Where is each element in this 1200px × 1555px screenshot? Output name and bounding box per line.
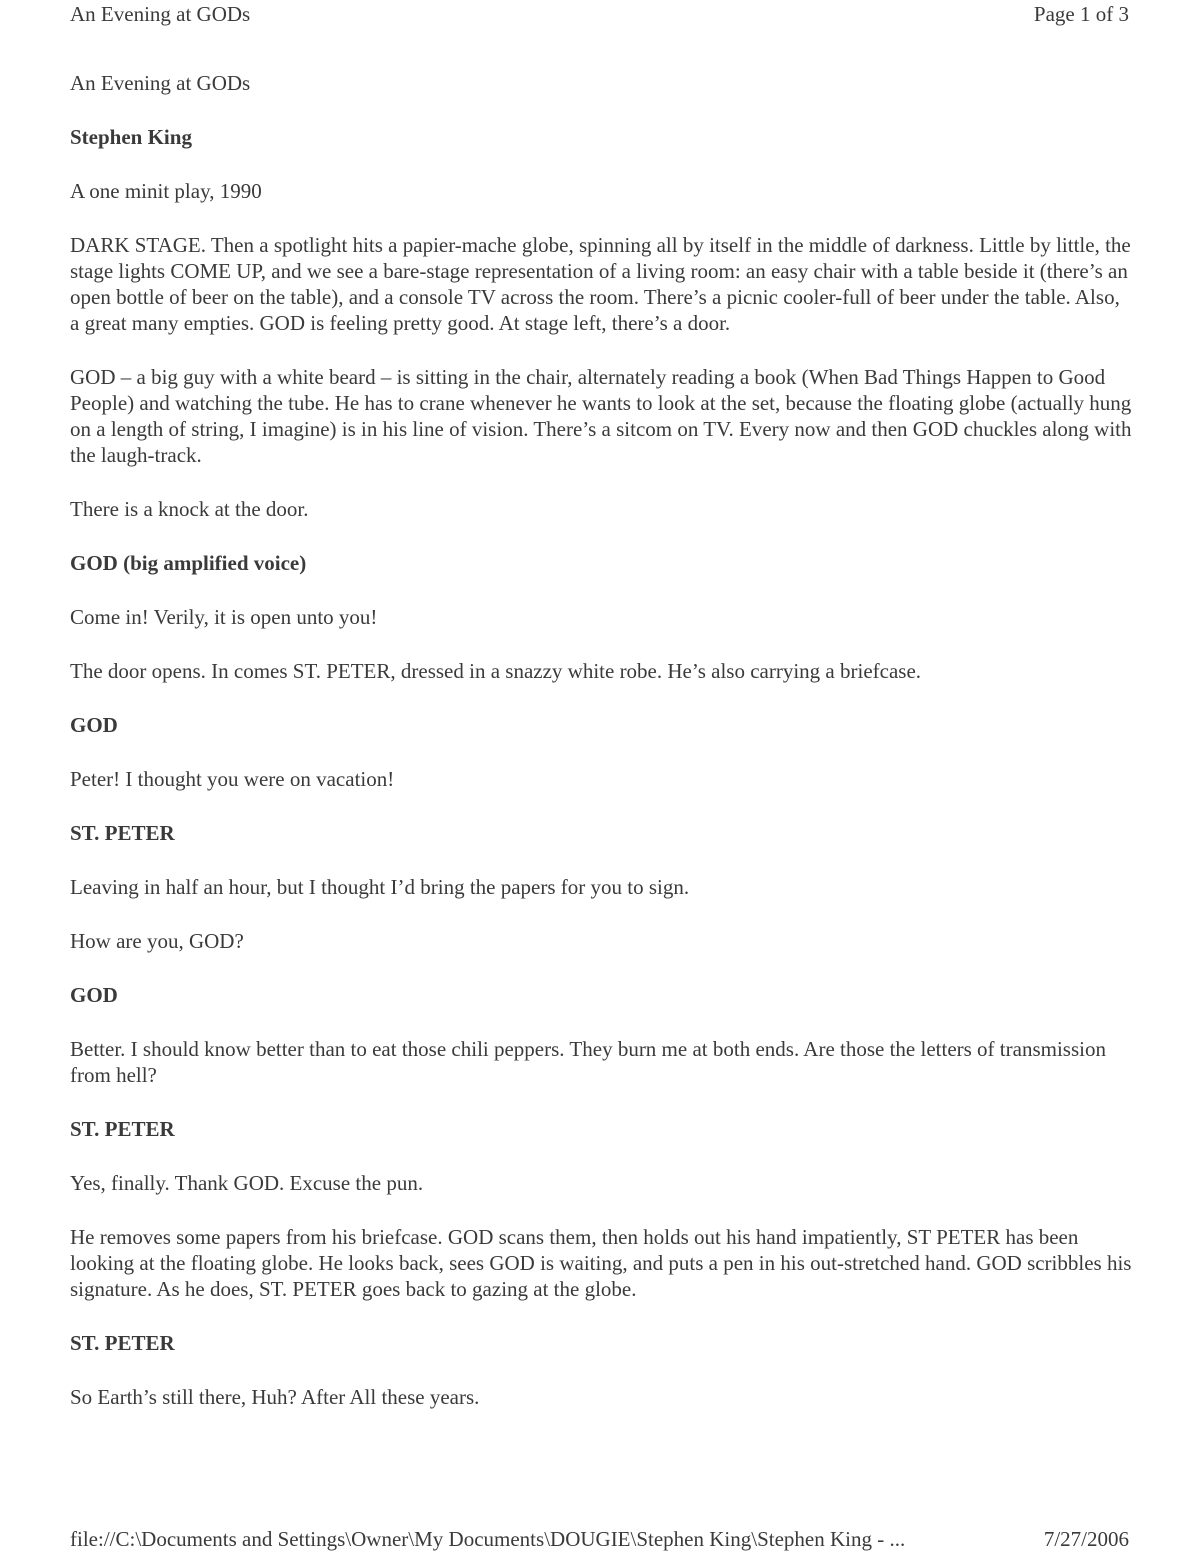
dialogue-line: Better. I should know better than to eat those chili peppers. They burn me at both ends. Are those the letters of transmission from hell? [70, 1037, 1106, 1087]
page-header [70, 0, 1129, 30]
stage-direction: He removes some papers from his briefcase. GOD scans them, then holds out his hand impatiently, ST PETER has been looking at the floating globe. He looks back, sees GOD is waiting, and puts a pen in his out-stretched hand. GOD scribbles his signature. As he does, ST. PETER goes back to gazing at the globe. [70, 1225, 1132, 1301]
stage-direction: There is a knock at the door. [70, 497, 309, 521]
dialogue-line: How are you, GOD? [70, 929, 244, 953]
speaker-heading: ST. PETER [70, 1117, 175, 1141]
dialogue-line: Peter! I thought you were on vacation! [70, 767, 395, 791]
play-subtitle: A one minit play, 1990 [70, 179, 262, 203]
speaker-heading: ST. PETER [70, 821, 175, 845]
dialogue-line: Yes, finally. Thank GOD. Excuse the pun. [70, 1171, 424, 1195]
page-footer [70, 1525, 1129, 1555]
speaker-heading: GOD [70, 983, 118, 1007]
dialogue-line: Come in! Verily, it is open unto you! [70, 605, 378, 629]
stage-direction: GOD – a big guy with a white beard – is sitting in the chair, alternately reading a book (When Bad Things Happen to Good People) and watching the tube. He has to crane whenever he wants to look at the set, because the floating globe (actually hung on a length of string, I imagine) is in his line of vision. There’s a sitcom on TV. Every now and then GOD chuckles along with the laugh-track. [70, 365, 1132, 467]
author-name: Stephen King [70, 125, 192, 149]
speaker-heading: GOD [70, 713, 118, 737]
speaker-heading: GOD (big amplified voice) [70, 551, 307, 575]
speaker-heading: ST. PETER [70, 1331, 175, 1355]
stage-direction: The door opens. In comes ST. PETER, dressed in a snazzy white robe. He’s also carrying a briefcase. [70, 659, 922, 683]
dialogue-line: Leaving in half an hour, but I thought I’d bring the papers for you to sign. [70, 875, 690, 899]
stage-direction: DARK STAGE. Then a spotlight hits a papier-mache globe, spinning all by itself in the middle of darkness. Little by little, the stage lights COME UP, and we see a bare-stage representation of a living room: an easy chair with a table beside it (there’s an open bottle of beer on the table), and a console TV across the room. There’s a picnic cooler-full of beer under the table. Also, a great many empties. GOD is feeling pretty good. At stage left, there’s a door. [70, 233, 1131, 335]
footer-file-path: file://C:\Documents and Settings\Owner\My Documents\DOUGIE\Stephen King\Stephen King - ... [70, 1527, 906, 1551]
document-title: An Evening at GODs [70, 71, 251, 95]
dialogue-line: So Earth’s still there, Huh? After All these years. [70, 1385, 480, 1409]
header-page-number: Page 1 of 3 [1033, 2, 1129, 26]
header-title: An Evening at GODs [70, 2, 251, 26]
footer-date: 7/27/2006 [1043, 1527, 1129, 1551]
document-body [70, 70, 1132, 1438]
